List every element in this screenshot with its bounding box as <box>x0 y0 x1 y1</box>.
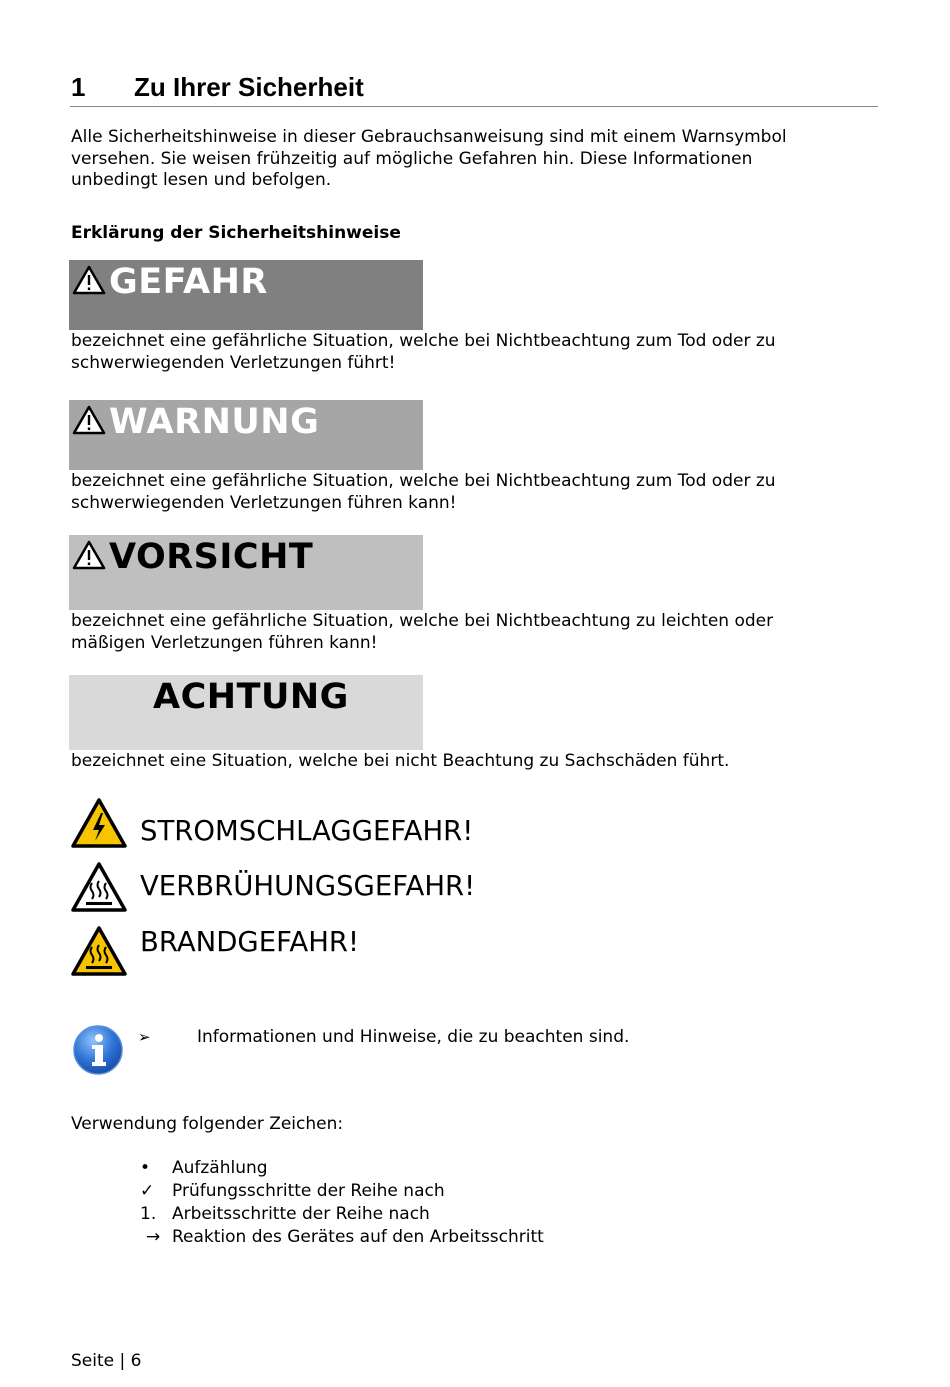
signal-description <box>71 751 729 773</box>
signal-box-vorsicht <box>69 535 423 610</box>
subheading: Erklärung der Sicherheitshinweise <box>71 223 401 243</box>
section-heading <box>70 70 878 107</box>
hazard-label: STROMSCHLAGGEFAHR! <box>140 815 474 847</box>
signal-box-achtung <box>69 675 423 750</box>
hot-steam-warning-icon <box>70 861 128 913</box>
signal-description <box>71 331 776 374</box>
description-line: bezeichnet eine Situation, welche bei nicht Beachtung zu Sachschäden führt. <box>71 751 730 771</box>
description-line: mäßigen Verletzungen führen kann! <box>71 632 378 653</box>
signal-label: GEFAHR <box>109 262 268 302</box>
description-line: bezeichnet eine gefährliche Situation, welche bei Nichtbeachtung zum Tod oder zu <box>71 331 776 351</box>
hazard-label: BRANDGEFAHR! <box>140 926 360 958</box>
section-number: 1 <box>71 72 86 102</box>
description-line: schwerwiegenden Verletzungen führt! <box>71 352 396 373</box>
list-marker: ✓ <box>140 1181 155 1201</box>
signal-label: WARNUNG <box>109 402 320 442</box>
electric-shock-warning-icon <box>70 797 128 849</box>
description-line: bezeichnet eine gefährliche Situation, welche bei Nichtbeachtung zum Tod oder zu <box>71 471 776 491</box>
section-title: Zu Ihrer Sicherheit <box>134 72 364 102</box>
description-line: schwerwiegenden Verletzungen führen kann! <box>71 492 457 513</box>
info-bullet: ➢ <box>138 1028 151 1046</box>
list-text: Aufzählung <box>172 1158 268 1178</box>
hazard-label: VERBRÜHUNGSGEFAHR! <box>140 870 476 902</box>
signal-description <box>71 471 776 514</box>
warning-triangle-icon <box>72 265 106 295</box>
warning-triangle-icon <box>72 540 106 570</box>
list-marker: • <box>140 1158 151 1178</box>
symbols-intro: Verwendung folgender Zeichen: <box>71 1114 344 1134</box>
list-marker: → <box>146 1227 161 1247</box>
list-text: Prüfungsschritte der Reihe nach <box>172 1181 445 1201</box>
signal-description <box>71 611 773 654</box>
intro-line: Alle Sicherheitshinweise in dieser Gebrauchsanweisung sind mit einem Warnsymbol <box>71 127 787 147</box>
description-line: bezeichnet eine gefährliche Situation, welche bei Nichtbeachtung zu leichten oder <box>71 611 774 631</box>
intro-paragraph <box>71 127 787 192</box>
signal-label: VORSICHT <box>109 537 314 577</box>
intro-line: unbedingt lesen und befolgen. <box>71 170 332 190</box>
warning-triangle-icon <box>72 405 106 435</box>
list-text: Arbeitsschritte der Reihe nach <box>172 1204 430 1224</box>
hot-surface-warning-icon <box>70 925 128 977</box>
signal-label: ACHTUNG <box>153 677 349 717</box>
signal-box-warnung <box>69 400 423 470</box>
signal-box-gefahr <box>69 260 423 330</box>
info-icon <box>72 1024 124 1076</box>
info-text: Informationen und Hinweise, die zu beachten sind. <box>197 1027 630 1047</box>
intro-line: versehen. Sie weisen frühzeitig auf mögliche Gefahren hin. Diese Informationen <box>71 148 753 169</box>
list-marker: 1. <box>140 1204 157 1224</box>
list-text: Reaktion des Gerätes auf den Arbeitsschritt <box>172 1227 544 1247</box>
page-number: Seite | 6 <box>71 1351 142 1371</box>
